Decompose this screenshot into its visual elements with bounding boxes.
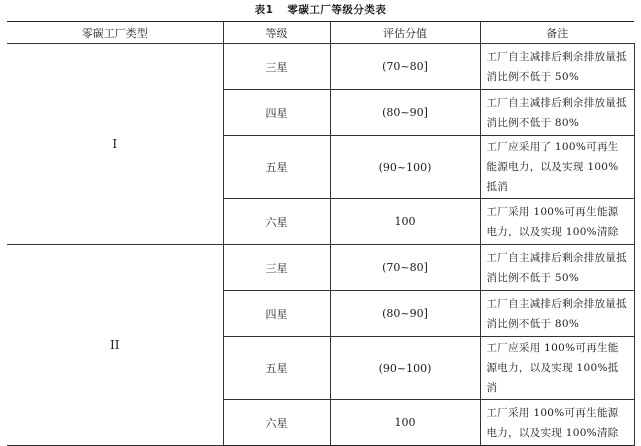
score-cell: (90~100)	[330, 337, 480, 400]
note-cell: 工厂采用 100%可再生能源电力，以及实现 100%清除	[480, 199, 634, 245]
note-cell: 工厂自主减排后剩余排放量抵消比例不低于 50%	[480, 245, 634, 291]
level-cell: 六星	[223, 400, 330, 446]
note-cell: 工厂自主减排后剩余排放量抵消比例不低于 80%	[480, 291, 634, 337]
zero-carbon-factory-grade-table	[7, 21, 635, 446]
table-row	[7, 245, 634, 291]
note-cell: 工厂采用 100%可再生能源电力，以及实现 100%清除	[480, 400, 634, 446]
header-factory-type: 零碳工厂类型	[7, 22, 223, 44]
score-cell: (90~100)	[330, 136, 480, 199]
factory-type-cell: II	[7, 245, 223, 446]
level-cell: 四星	[223, 291, 330, 337]
score-cell: (70~80]	[330, 44, 480, 90]
score-cell: (80~90]	[330, 291, 480, 337]
level-cell: 五星	[223, 136, 330, 199]
header-level: 等级	[223, 22, 330, 44]
header-score: 评估分值	[330, 22, 480, 44]
table-row	[7, 44, 634, 90]
level-cell: 五星	[223, 337, 330, 400]
level-cell: 三星	[223, 245, 330, 291]
note-cell: 工厂应采用了 100%可再生能源电力，以及实现 100%抵消	[480, 136, 634, 199]
score-cell: (70~80]	[330, 245, 480, 291]
note-cell: 工厂自主减排后剩余排放量抵消比例不低于 50%	[480, 44, 634, 90]
header-row	[7, 22, 634, 44]
table-number: 表1	[254, 4, 274, 16]
level-cell: 三星	[223, 44, 330, 90]
score-cell: 100	[330, 199, 480, 245]
note-cell: 工厂应采用 100%可再生能源电力，以及实现 100%抵消	[480, 337, 634, 400]
score-cell: (80~90]	[330, 90, 480, 136]
factory-type-cell: I	[7, 44, 223, 245]
score-cell: 100	[330, 400, 480, 446]
table-caption	[0, 2, 641, 17]
note-cell: 工厂自主减排后剩余排放量抵消比例不低于 80%	[480, 90, 634, 136]
level-cell: 四星	[223, 90, 330, 136]
header-note: 备注	[480, 22, 634, 44]
table-title: 零碳工厂等级分类表	[287, 4, 387, 16]
level-cell: 六星	[223, 199, 330, 245]
